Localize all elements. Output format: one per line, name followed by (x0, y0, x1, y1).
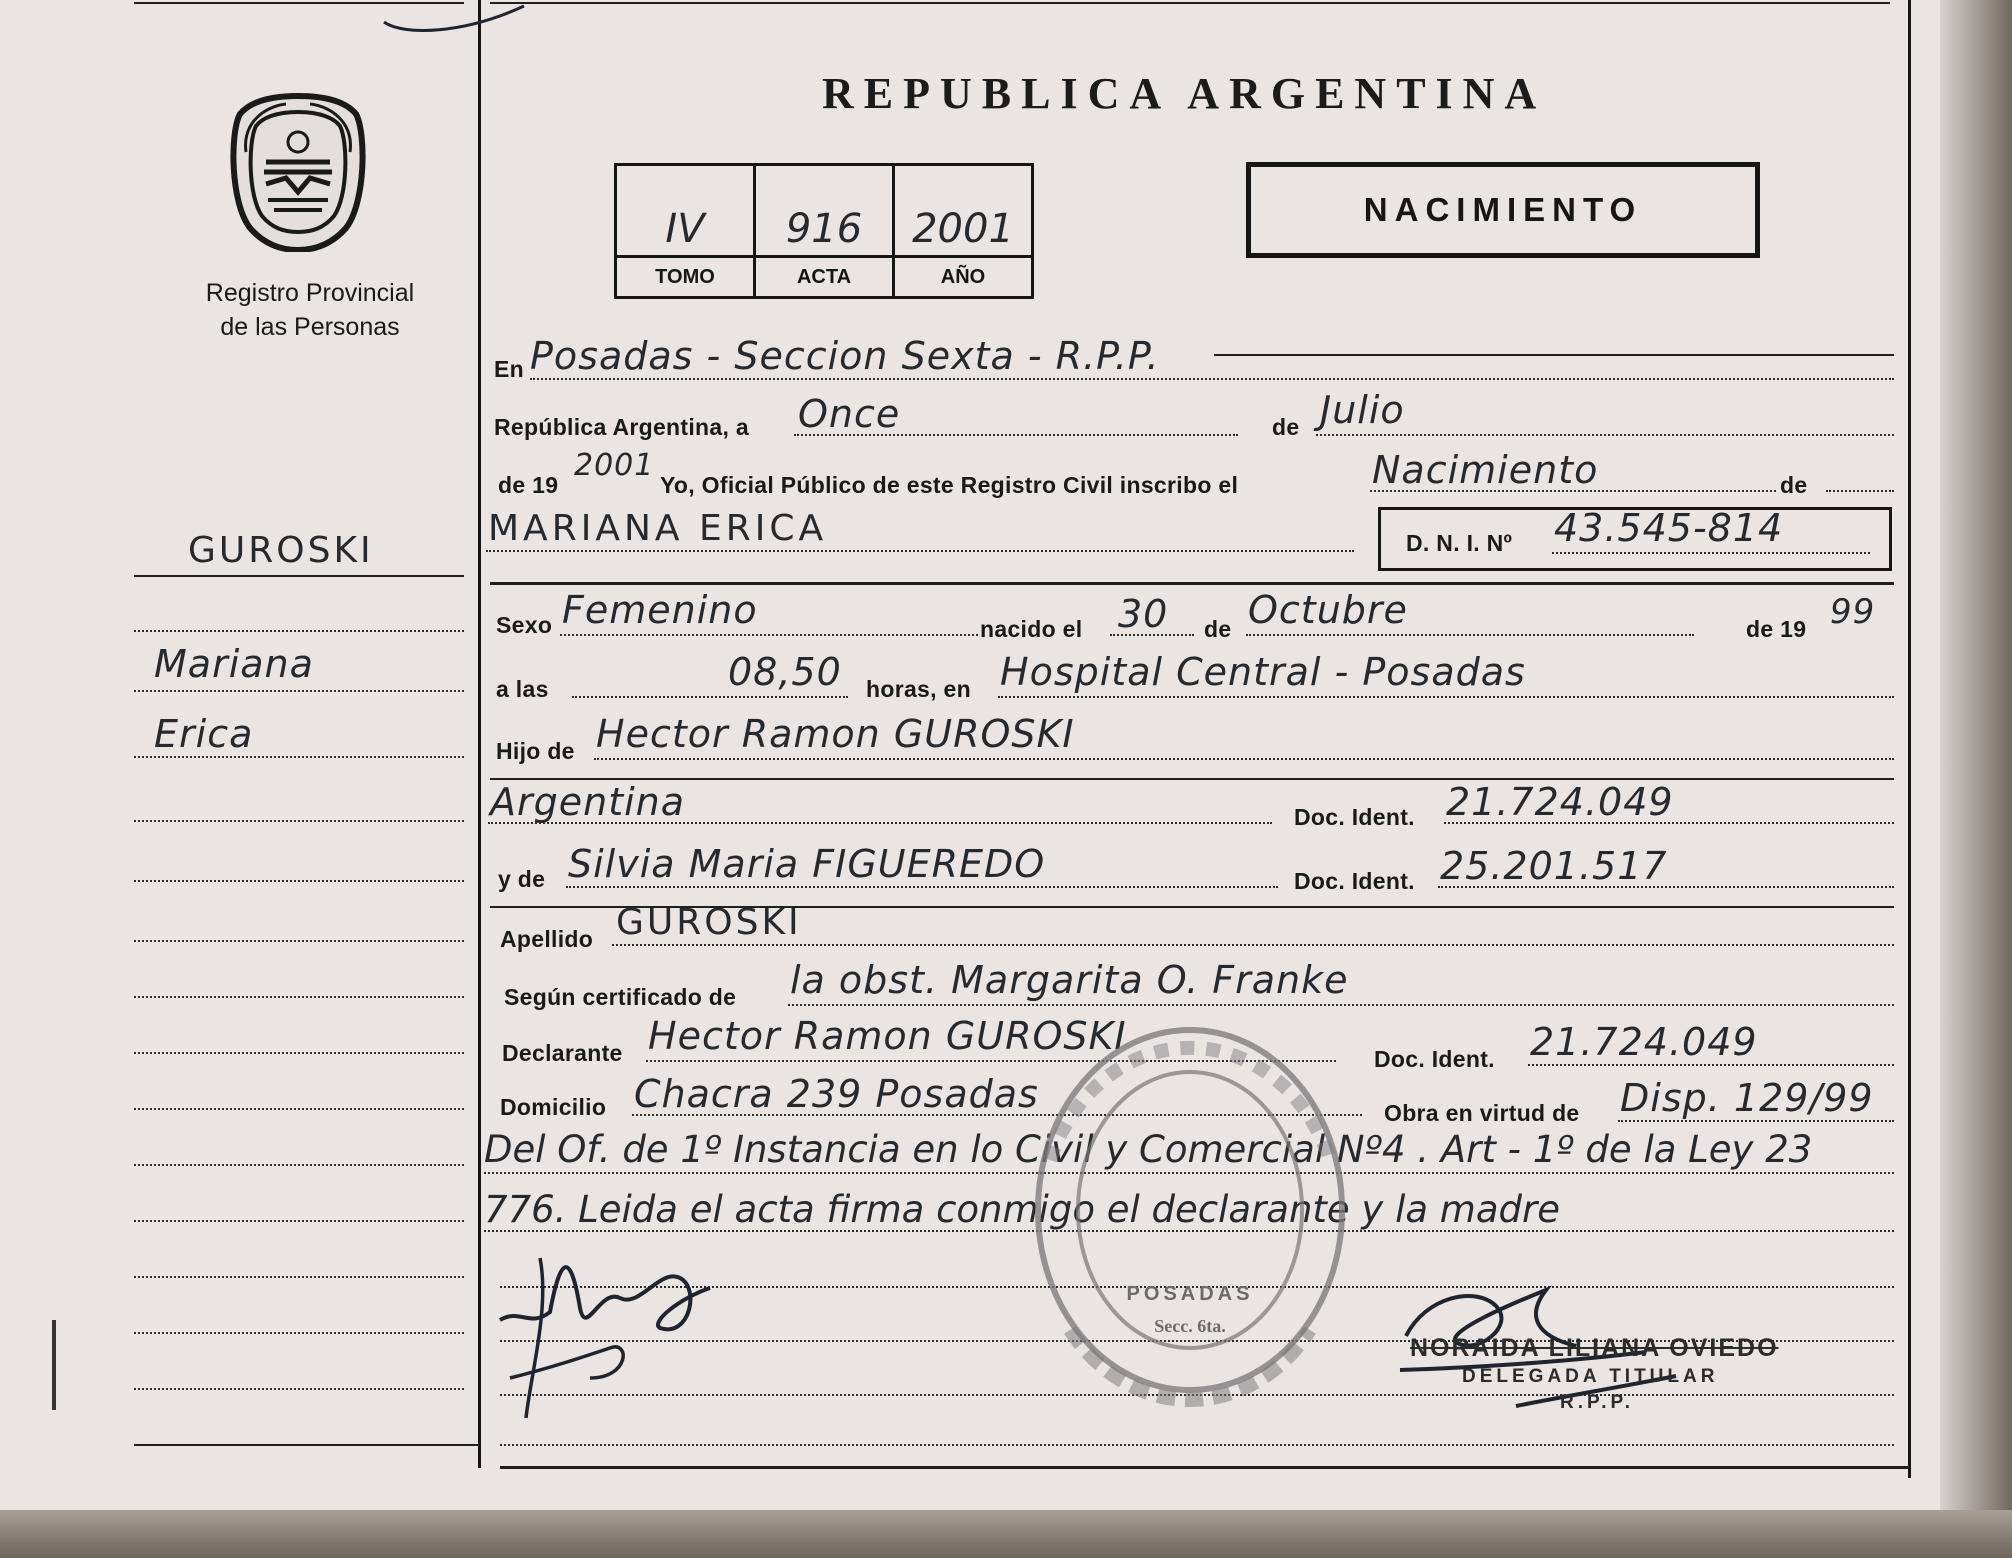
line-dia (794, 434, 1238, 436)
value-padre-doc: 21.724.049 (1446, 780, 1674, 824)
value-madre: Silvia Maria FIGUEREDO (568, 842, 1046, 886)
margin-line (134, 690, 464, 692)
label-apellido: Apellido (500, 926, 594, 952)
registry-line2: de las Personas (220, 313, 400, 341)
value-nombre: MARIANA ERICA (488, 508, 828, 549)
top-rule-right (490, 2, 1890, 4)
acta-cell (756, 166, 895, 296)
margin-line (134, 1164, 464, 1166)
label-yo: Yo, Oficial Público de este Registro Civil inscribo el (660, 472, 1239, 498)
note-line-2: 776. Leida el acta firma conmigo el declarante y la madre (484, 1188, 1560, 1231)
label-segun: Según certificado de (504, 984, 737, 1010)
line-apellido (612, 944, 1894, 946)
margin-line (134, 880, 464, 882)
value-nac-anio: 99 (1830, 592, 1876, 632)
value-hora: 08,50 (728, 650, 842, 694)
official-title: DELEGADA TITULAR (1462, 1366, 1719, 1387)
label-doc-declarante: Doc. Ident. (1374, 1046, 1495, 1072)
registry-name (150, 276, 470, 344)
stamp-center-2: Secc. 6ta. (1154, 1316, 1226, 1336)
value-madre-doc: 25.201.517 (1440, 844, 1668, 888)
margin-line (134, 1108, 464, 1110)
line-madre-doc (1438, 886, 1894, 888)
value-dia: Once (798, 392, 901, 436)
margin-line (134, 630, 464, 632)
reference-box (614, 163, 1034, 299)
line-nac-mes (1246, 634, 1694, 636)
margin-line (134, 940, 464, 942)
tomo-label: TOMO (617, 255, 753, 296)
value-padre: Hector Ramon GUROSKI (596, 712, 1075, 756)
margin-bottom-rule (134, 1444, 480, 1446)
line-certificado (788, 1004, 1894, 1006)
ano-cell (895, 166, 1031, 296)
declarant-signature (490, 1228, 730, 1428)
margin-given-2: Erica (154, 712, 254, 756)
registry-stamp (1020, 1010, 1360, 1410)
signature-line (500, 1444, 1894, 1446)
official-name: NORAIDA LILIANA OVIEDO (1410, 1334, 1779, 1362)
acta-label: ACTA (756, 255, 892, 296)
margin-surname: GUROSKI (188, 530, 374, 571)
value-padre-nac: Argentina (490, 780, 686, 824)
label-doc-padre: Doc. Ident. (1294, 804, 1415, 830)
line-hora (572, 696, 848, 698)
label-en: En (494, 356, 524, 382)
label-de19: de 19 (498, 472, 559, 498)
label-de-mes: de (1272, 414, 1300, 440)
label-domicilio: Domicilio (500, 1094, 607, 1120)
line-declarante-doc (1528, 1064, 1894, 1066)
label-de-acto: de (1780, 472, 1808, 498)
value-anio: 2001 (574, 448, 655, 483)
label-a-las: a las (496, 676, 549, 702)
value-declarante-doc: 21.724.049 (1530, 1020, 1758, 1064)
margin-line (134, 1388, 464, 1390)
margin-line (134, 1220, 464, 1222)
value-declarante: Hector Ramon GUROSKI (648, 1014, 1127, 1058)
tomo-cell (617, 166, 756, 296)
label-nacido: nacido el (980, 616, 1083, 642)
label-hijo-de: Hijo de (496, 738, 575, 764)
margin-line (134, 1052, 464, 1054)
label-dni: D. N. I. Nº (1406, 530, 1513, 556)
value-mes: Julio (1320, 388, 1405, 432)
rule-padre (490, 778, 1894, 780)
value-lugar-nac: Hospital Central - Posadas (1000, 650, 1526, 694)
value-sexo: Femenino (562, 588, 758, 632)
line-mes (1316, 434, 1894, 436)
margin-line (134, 1276, 464, 1278)
label-de-nac: de (1204, 616, 1232, 642)
misiones-emblem-icon (226, 92, 370, 252)
label-de1999: de 19 (1746, 616, 1807, 642)
left-bar (52, 1320, 56, 1410)
line-sexo (560, 634, 978, 636)
value-acto: Nacimiento (1372, 448, 1599, 492)
right-border (1908, 0, 1911, 1478)
line-lugar (530, 378, 1894, 380)
record-type-box: NACIMIENTO (1246, 162, 1760, 258)
line-padre (594, 758, 1894, 760)
rule-section (490, 582, 1894, 585)
bottom-rule (500, 1466, 1910, 1469)
column-divider (478, 0, 481, 1468)
margin-rule (134, 575, 464, 577)
label-declarante: Declarante (502, 1040, 623, 1066)
label-horas-en: horas, en (866, 676, 971, 702)
value-obra: Disp. 129/99 (1620, 1076, 1874, 1120)
label-sexo: Sexo (496, 612, 553, 638)
top-scribble (374, 0, 534, 40)
ano-value: 2001 (912, 206, 1014, 252)
value-domicilio: Chacra 239 Posadas (634, 1072, 1039, 1116)
registry-line1: Registro Provincial (205, 279, 415, 307)
label-obra: Obra en virtud de (1384, 1100, 1580, 1126)
country-title: REPUBLICA ARGENTINA (822, 69, 1547, 118)
value-nac-dia: 30 (1118, 592, 1169, 636)
line-padre-nac (488, 822, 1272, 824)
binding-strip (0, 1510, 2012, 1558)
value-certificado: la obst. Margarita O. Franke (790, 958, 1349, 1002)
value-apellido: GUROSKI (616, 902, 802, 943)
stamp-center-1: POSADAS (1126, 1283, 1254, 1305)
value-dni: 43.545-814 (1554, 506, 1784, 550)
margin-line (134, 996, 464, 998)
margin-given-1: Mariana (154, 642, 314, 686)
value-lugar: Posadas - Seccion Sexta - R.P.P. (530, 334, 1160, 378)
line-nac-dia (1110, 634, 1194, 636)
note-line-1: Del Of. de 1º Instancia en lo Civil y Comercial Nº4 . Art - 1º de la Ley 23 (484, 1128, 1813, 1171)
line-madre (566, 886, 1278, 888)
margin-line (134, 820, 464, 822)
line-dni (1552, 552, 1870, 554)
tomo-value: IV (665, 206, 705, 252)
margin-line (134, 1332, 464, 1334)
line-lugar-solid (1214, 354, 1894, 356)
line-de-acto (1826, 490, 1894, 492)
line-nombre (486, 550, 1354, 552)
line-lugar-nac (998, 696, 1894, 698)
label-republica: República Argentina, a (494, 414, 749, 440)
margin-line (134, 756, 464, 758)
line-acto (1370, 490, 1776, 492)
ano-label: AÑO (895, 255, 1031, 296)
line-obra (1618, 1120, 1894, 1122)
official-office: R.P.P. (1560, 1392, 1635, 1413)
page-edge (1940, 0, 2012, 1520)
line-padre-doc (1444, 822, 1894, 824)
acta-value: 916 (785, 206, 863, 252)
value-nac-mes: Octubre (1248, 588, 1408, 632)
label-y-de: y de (498, 866, 546, 892)
label-doc-madre: Doc. Ident. (1294, 868, 1415, 894)
